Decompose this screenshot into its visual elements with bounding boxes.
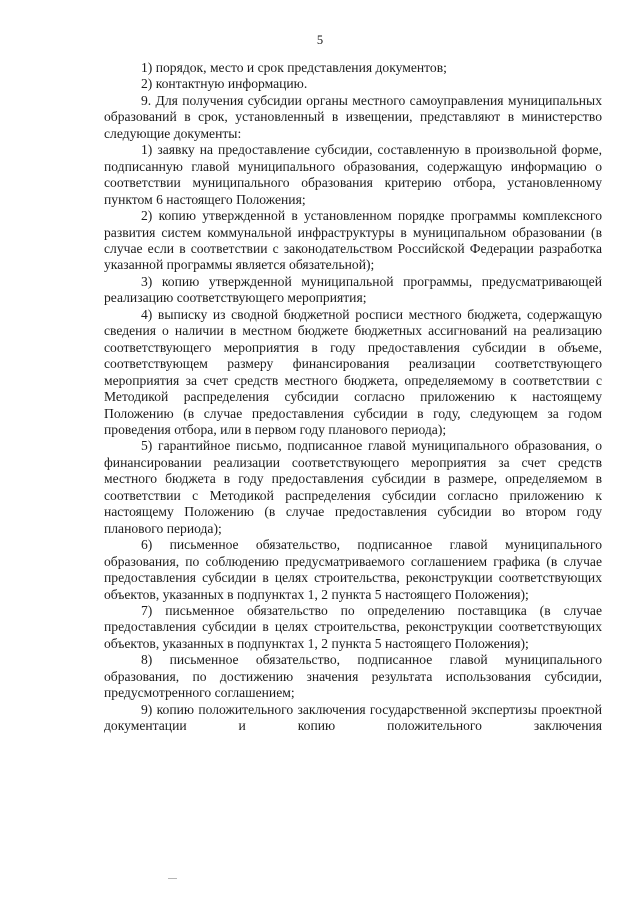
paragraph-9-4: 4) выписку из сводной бюджетной росписи местного бюджета, содержащую сведения о наличии в местном бюджете бюджетных ассигнований на реализацию соответствующего мероприятия в году предоставления субсидии в объеме, соответствующем размеру финансирования реализации соответствующего мероприятия за счет средств местного бюджета, определяемому в соответствии с Методикой распределения субсидии согласно приложению к настоящему Положению (в случае предоставления субсидии в году, следующем за годом проведения отбора, или в первом году планового периода);: [104, 306, 602, 437]
paragraph-9-1: 1) заявку на предоставление субсидии, составленную в произвольной форме, подписанную главой муниципального образования, содержащую информацию о соответствии муниципального образования критерию отбора, установленному пунктом 6 настоящего Положения;: [104, 142, 602, 207]
paragraph-9-7: 7) письменное обязательство по определению поставщика (в случае предоставления субсидии в целях строительства, реконструкции соответствующих объектов, указанных в подпунктах 1, 2 пункта 5 настоящего Положения);: [104, 602, 602, 651]
paragraph-9-5: 5) гарантийное письмо, подписанное главой муниципального образования, о финансировании реализации соответствующего мероприятия за счет средств местного бюджета в году предоставления субсидии в размере, определяемом в соответствии с Методикой распределения субсидии согласно приложению к настоящему Положению (в случае предоставления субсидии во втором году планового периода);: [104, 438, 602, 536]
paragraph-1-1: 1) порядок, место и срок представления документов;: [141, 60, 447, 75]
paragraph-1-2: 2) контактную информацию.: [141, 76, 308, 92]
paragraph-9-9: 9) копию положительного заключения государственной экспертизы проектной документации и копию положительного заключения: [104, 701, 602, 734]
scan-mark: [168, 878, 177, 879]
paragraph-9-6: 6) письменное обязательство, подписанное главой муниципального образования, по соблюдению предусматриваемого соглашением графика (в случае предоставления субсидии в целях строительства, реконструкции соответствующих объектов, указанных в подпунктах 1, 2 пункта 5 настоящего Положения);: [104, 537, 602, 602]
page-number: 5: [316, 33, 324, 47]
paragraph-9: 9. Для получения субсидии органы местного самоуправления муниципальных образований в срок, установленный в извещении, представляют в министерство следующие документы:: [104, 92, 602, 141]
paragraph-9-8: 8) письменное обязательство, подписанное главой муниципального образования, по достижению значения результата использования субсидии, предусмотренного соглашением;: [104, 652, 602, 701]
paragraph-9-3: 3) копию утвержденной муниципальной программы, предусматривающей реализацию соответствующего мероприятия;: [104, 273, 602, 306]
paragraph-9-2: 2) копию утвержденной в установленном порядке программы комплексного развития систем коммунальной инфраструктуры в муниципальном образовании (в случае если в соответствии с законодательством Российской Федерации разработка указанной программы является обязательной);: [104, 208, 602, 273]
document-body: [104, 60, 602, 735]
